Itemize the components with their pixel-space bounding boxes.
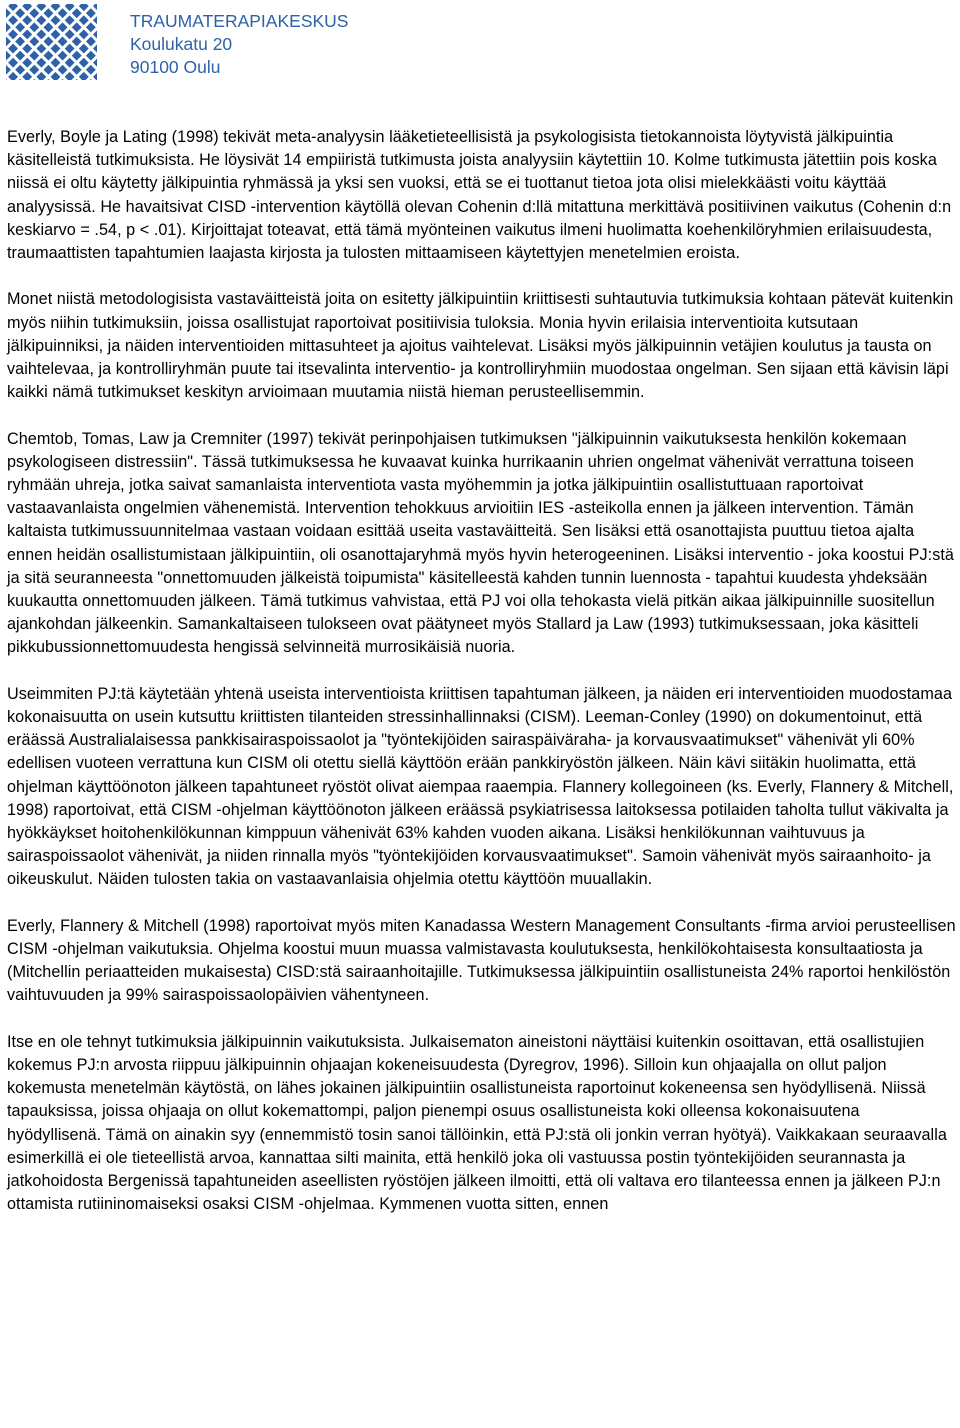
- document-body: [7, 126, 957, 1240]
- paragraph: Chemtob, Tomas, Law ja Cremniter (1997) tekivät perinpohjaisen tutkimuksen "jälkipuinnin vaikutuksesta henkilön kokemaan psykologiseen distressiin". Tässä tutkimuksessa he kuvaavat kuinka hurrikaanin uhrien ongelmat vähenivät verrattuna toiseen ryhmään uhreja, jotka saivat samanlaista interventiota vasta myöhemmin ja jotka jälkipuintiin osallistuttuaan raportoivat vastaavanlaista ongelmien vähenemistä. Intervention tehokkuus arvioitiin IES -asteikolla ennen ja jälkeen intervention. Tämän kaltaista tutkimussuunnitelmaa vastaan voidaan esittää useita vastaväitteitä. Sen lisäksi että osanottajista puuttuu tietoa ajalta ennen heidän osallistumistaan jälkipuintiin, oli osanottajaryhmä myös hyvin heterogeeninen. Lisäksi interventio - joka koostui PJ:stä ja sitä seuranneesta "onnettomuuden jälkeistä toipumista" käsitelleestä kahden tunnin luennosta - tapahtui kuudesta yhdeksään kuukautta onnettomuuden jälkeen. Tämä tutkimus vahvistaa, että PJ voi olla tehokasta vielä pitkän aikaa jälkipuinnille suositellun ajankohdan jälkeenkin. Samankaltaiseen tulokseen ovat päätyneet myös Stallard ja Law (1993) tutkimuksessaan, joka käsitteli pikkubussionnettomuudesta hengissä selvinneitä murrosikäisiä nuoria.: [7, 429, 954, 657]
- paragraph: Monet niistä metodologisista vastaväitteistä joita on esitetty jälkipuintiin kriittisesti suhtautuvia tutkimuksia kohtaan pätevät kuitenkin myös niihin tutkimuksiin, joissa osallistujat raportoivat positiivisia tuloksia. Monia hyvin erilaisia interventioita kutsutaan jälkipuinniksi, ja näiden interventioiden mittasuhteet ja ajoitus vaihtelevat. Lisäksi myös jälkipuinnin vetäjien koulutus ja tausta on vaihtelevaa, ja kontrolliryhmän puute tai itsevalinta interventio- ja kontrolliryhmiin muodostaa ongelman. Sen sijaan että kävisin läpi kaikki nämä tutkimukset keskityn arvioimaan muutamia niistä hieman perusteellisemmin.: [7, 290, 954, 402]
- street-address: Koulukatu 20: [130, 34, 233, 54]
- paragraph: Itse en ole tehnyt tutkimuksia jälkipuinnin vaikutuksista. Julkaisematon aineistoni näyttäisi kuitenkin osoittavan, että osallistujien kokemus PJ:n arvosta riippuu jälkipuinnin ohjaajan kokeneisuudesta (Dyregrov, 1996). Silloin kun ohjaajalla on ollut paljon kokemusta menetelmän käytöstä, on lähes jokainen jälkipuintiin osallistuneista raportoinut kokeneensa sen hyödyllisenä. Niissä tapauksissa, joissa ohjaaja on ollut kokemattompi, paljon pienempi osuus osallistuneista koki olleensa kokonaisuutena hyödyllisenä. Tämä on ainakin syy (ennemmistö tosin sanoi tällöinkin, että PJ:stä oli jonkin verran hyötyä). Vaikkakaan seuraavalla esimerkillä ei ole tieteellistä arvoa, kannattaa silti mainita, että henkilö joka oli vastuussa postin työntekijöiden seurannasta ja jatkohoidosta Bergenissä tapahtuneiden aseellisten ryöstöjen jälkeen ilmoitti, että oli valtava ero tilanteessa ennen ja jälkeen PJ:n ottamista rutiininomaiseksi osaksi CISM -ohjelmaa. Kymmenen vuotta sitten, ennen: [7, 1032, 947, 1214]
- paragraph: Everly, Boyle ja Lating (1998) tekivät meta-analyysin lääketieteellisistä ja psykologisista tietokannoista löytyvistä jälkipuintia käsitelleistä tutkimuksista. He löysivät 14 empiiristä tutkimusta joista analyysiin käytettiin 10. Kolme tutkimusta jätettiin pois koska niissä ei oltu käytetty jälkipuintia ryhmässä ja yksi sen vuoksi, että se ei tuottanut tietoa jota olisi mielekkäästi voitu käyttää analyysissä. He havaitsivat CISD -intervention käytöllä olevan Cohenin d:llä mitattuna merkittävä positiivinen vaikutus (Cohenin d:n keskiarvo = .54, p < .01). Kirjoittajat toteavat, että tämä myönteinen vaikutus ilmeni huolimatta koehenkilöryhmien erilaisuudesta, traumaattisten tapahtumien laajasta kirjosta ja tulosten mittaamiseen käytettyjen menetelmien eroista.: [7, 128, 952, 263]
- organization-address: [130, 10, 348, 79]
- paragraph: Useimmiten PJ:tä käytetään yhtenä useista interventioista kriittisen tapahtuman jälkeen, ja näiden eri interventioiden muodostamaa kokonaisuutta on usein kutsuttu kriittisten tilanteiden stressinhallinnaksi (CISM). Leeman-Conley (1990) on dokumentoinut, että eräässä Australialaisessa pankkisairaspoissaolot ja "työntekijöiden sairaspäiväraha- ja korvausvaatimukset" vähenivät yli 60% edellisen vuoteen verrattuna kun CISM oli otettu siellä käyttöön erään pankkiryöstön jälkeen. Näin kävi siitäkin huolimatta, että ohjelman käyttöönoton jälkeen tapahtuneet ryöstöt olivat aiempaa raaempia. Flannery kollegoineen (ks. Everly, Flannery & Mitchell, 1998) raportoivat, että CISM -ohjelman käyttöönoton jälkeen eräässä psykiatrisessa laitoksessa potilaiden taholta tullut väkivalta ja hyökkäykset hoitohenkilökunnan kimppuun vähenivät 63% kahden vuoden aikana. Lisäksi henkilökunnan vaihtuvuus ja sairaspoissaolot vähenivät, ja niiden rinnalla myös "työntekijöiden korvausvaatimukset". Samoin vähenivät myös sairaanhoito- ja oikeuskulut. Näiden tulosten takia on vastaavanlaisia ohjelmia otettu käyttöön muuallakin.: [7, 684, 954, 889]
- organization-logo: [6, 4, 97, 80]
- postal-city: 90100 Oulu: [130, 57, 221, 77]
- paragraph: Everly, Flannery & Mitchell (1998) raportoivat myös miten Kanadassa Western Management Consultants -firma arvioi perusteellisen CISM -ohjelman vaikutuksia. Ohjelma koostui muun muassa valmistavasta koulutuksesta, henkilökohtaisesta konsultaatiosta ja (Mitchellin periaatteiden mukaisesta) CISD:stä sairaanhoitajille. Tutkimuksessa jälkipuintiin osallistuneista 24% raportoi henkilöstön vaihtuvuuden ja 99% sairaspoissaolopäivien vähentyneen.: [7, 916, 956, 1005]
- organization-name: TRAUMATERAPIAKESKUS: [130, 11, 349, 31]
- diamond-pattern-logo-icon: [6, 4, 97, 80]
